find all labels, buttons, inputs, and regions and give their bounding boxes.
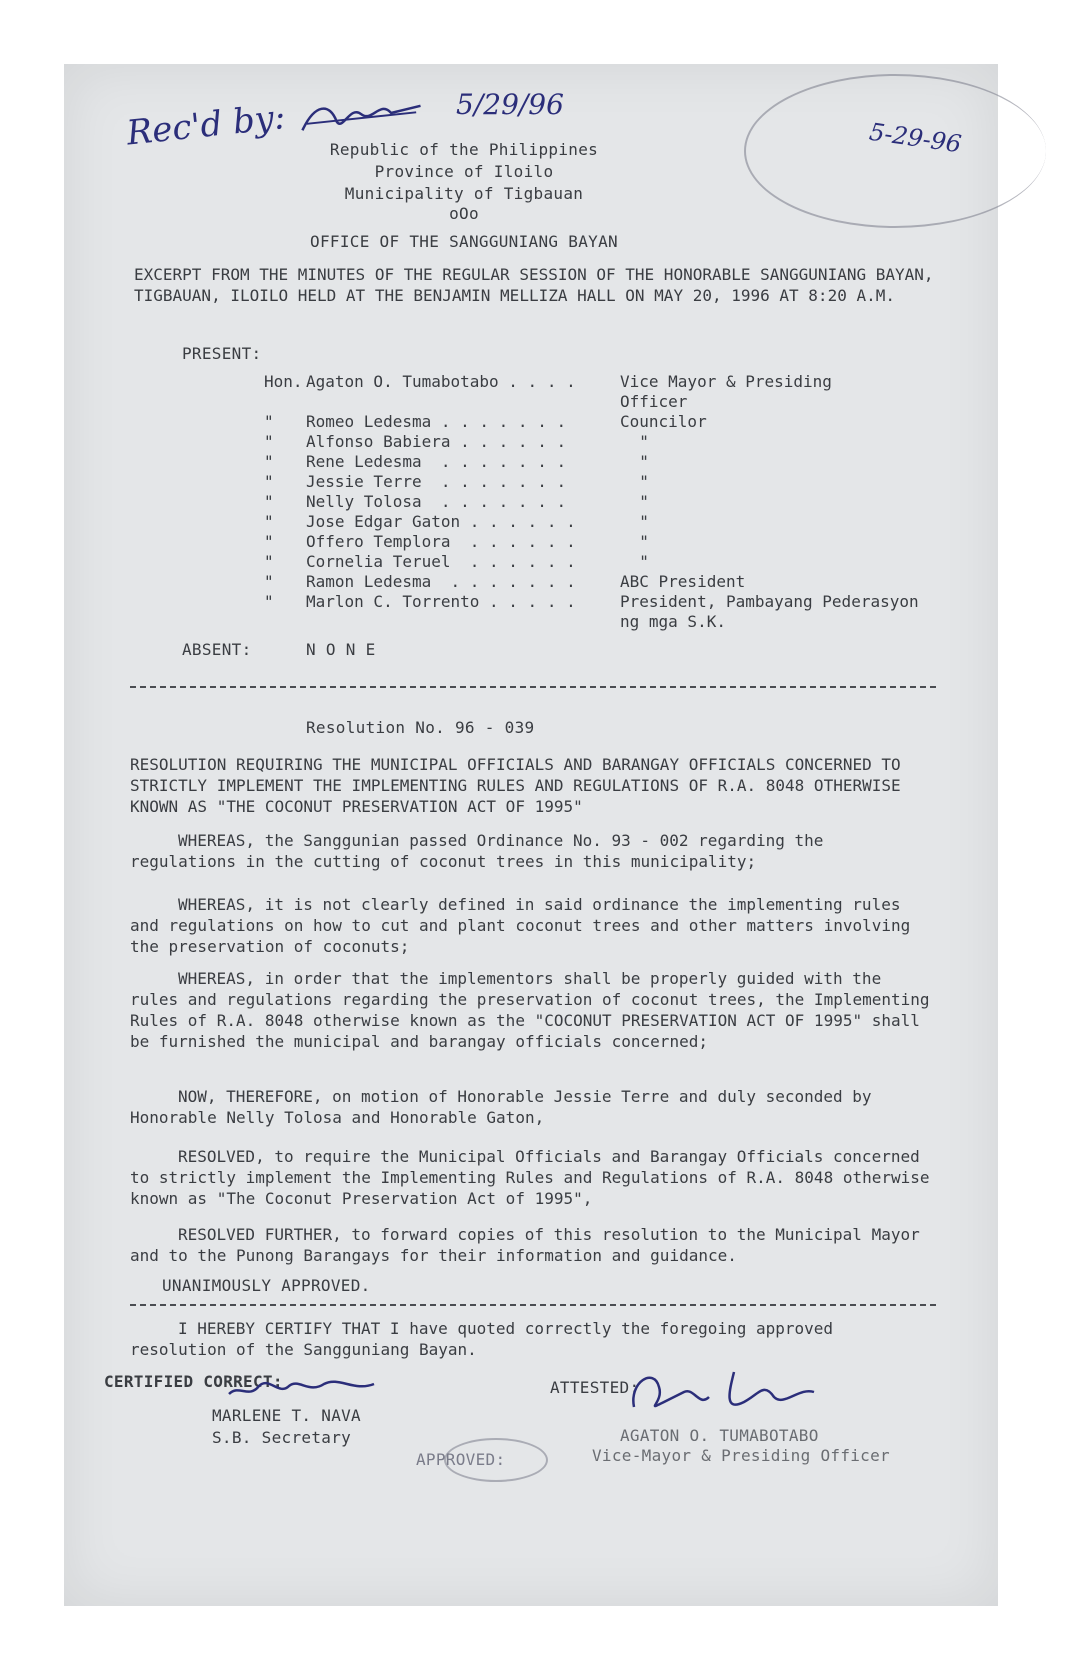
member-prefix: " bbox=[264, 432, 274, 451]
received-date: 5/29/96 bbox=[456, 88, 564, 121]
certification-statement: I HEREBY CERTIFY THAT I have quoted correctly the foregoing approved resolution of the Sangguniang Bayan. bbox=[130, 1319, 834, 1359]
member-row bbox=[64, 512, 998, 533]
certified-label: CERTIFIED CORRECT: bbox=[104, 1372, 283, 1391]
document-page bbox=[64, 64, 998, 1606]
resolution-title: RESOLUTION REQUIRING THE MUNICIPAL OFFICIALS AND BARANGAY OFFICIALS CONCERNED TO STRICTLY IMPLEMENT THE IMPLEMENTING RULES AND REGULATIONS OF R.A. 8048 OTHERWISE KNOWN AS "THE COCONUT PRESERVATION ACT OF 1995" bbox=[130, 755, 901, 816]
member-prefix: " bbox=[264, 452, 274, 471]
member-row bbox=[64, 432, 998, 453]
member-name: Nelly Tolosa . . . . . . . bbox=[306, 492, 567, 511]
member-name: Ramon Ledesma . . . . . . . bbox=[306, 572, 576, 591]
whereas-1: WHEREAS, the Sanggunian passed Ordinance No. 93 - 002 regarding the regulations in the cutting of coconut trees in this municipality; bbox=[130, 831, 824, 871]
present-label: PRESENT: bbox=[182, 344, 262, 363]
certification-divider bbox=[130, 1304, 936, 1306]
resolution-number: Resolution No. 96 - 039 bbox=[306, 718, 535, 737]
whereas-3: WHEREAS, in order that the implementors shall be properly guided with the rules and regulations regarding the preservation of coconut trees, the Implementing Rules of R.A. 8048 otherwise known as the "COCONUT PRESERVATION ACT OF 1995" shall be furnished the municipal and barangay officials concerned; bbox=[130, 969, 930, 1051]
member-name: Jose Edgar Gaton . . . . . . bbox=[306, 512, 576, 531]
presiding-title: Vice-Mayor & Presiding Officer bbox=[592, 1446, 890, 1465]
member-row bbox=[64, 572, 998, 593]
member-prefix: " bbox=[264, 492, 274, 511]
header-republic: Republic of the Philippines bbox=[329, 140, 599, 159]
header-province: Province of Iloilo bbox=[374, 162, 554, 181]
member-title: Councilor bbox=[620, 412, 707, 431]
member-title: " bbox=[620, 452, 649, 471]
received-stamp bbox=[744, 74, 1046, 228]
resolved-further: RESOLVED FURTHER, to forward copies of this resolution to the Municipal Mayor and to the Punong Barangays for their information and guidance. bbox=[130, 1225, 920, 1265]
member-prefix: " bbox=[264, 572, 274, 591]
member-row bbox=[64, 472, 998, 493]
approval-note: UNANIMOUSLY APPROVED. bbox=[162, 1276, 371, 1295]
member-row bbox=[64, 592, 998, 613]
member-name: Marlon C. Torrento . . . . . bbox=[306, 592, 576, 611]
secretary-signature bbox=[224, 1364, 384, 1408]
stamp-date: 5-29-96 bbox=[867, 117, 964, 159]
member-row bbox=[64, 612, 998, 633]
member-name: Cornelia Teruel . . . . . . bbox=[306, 552, 576, 571]
member-prefix: " bbox=[264, 472, 274, 491]
member-title: " bbox=[620, 532, 649, 551]
presiding-signature bbox=[624, 1362, 824, 1426]
member-row bbox=[64, 392, 998, 413]
member-title: " bbox=[620, 552, 649, 571]
member-title: ng mga S.K. bbox=[620, 612, 726, 631]
member-name: Rene Ledesma . . . . . . . bbox=[306, 452, 567, 471]
secretary-name: MARLENE T. NAVA bbox=[212, 1406, 361, 1425]
member-name: Jessie Terre . . . . . . . bbox=[306, 472, 567, 491]
received-signature bbox=[294, 87, 427, 134]
member-title: Officer bbox=[620, 392, 688, 411]
member-title: Vice Mayor & Presiding bbox=[620, 372, 832, 391]
member-row bbox=[64, 372, 998, 393]
member-title: " bbox=[620, 472, 649, 491]
member-title: " bbox=[620, 492, 649, 511]
member-row bbox=[64, 532, 998, 553]
member-row bbox=[64, 452, 998, 473]
absent-value: N O N E bbox=[306, 640, 376, 659]
member-title: ABC President bbox=[620, 572, 746, 591]
member-prefix: " bbox=[264, 532, 274, 551]
member-title: " bbox=[620, 512, 649, 531]
resolved: RESOLVED, to require the Municipal Officials and Barangay Officials concerned to strictly implement the Implementing Rules and Regulations of R.A. 8048 otherwise known as "The Coconut Preservation Act of 1995", bbox=[130, 1147, 930, 1208]
member-prefix: " bbox=[264, 412, 274, 431]
member-name: Agaton O. Tumabotabo . . . . bbox=[306, 372, 576, 391]
member-prefix: " bbox=[264, 592, 274, 611]
header-ornament: oOo bbox=[449, 204, 479, 223]
member-prefix: " bbox=[264, 512, 274, 531]
member-name: Alfonso Babiera . . . . . . bbox=[306, 432, 567, 451]
whereas-2: WHEREAS, it is not clearly defined in said ordinance the implementing rules and regulations on how to cut and plant coconut trees and other matters involving the preservation of coconuts; bbox=[130, 895, 911, 956]
member-title: President, Pambayang Pederasyon bbox=[620, 592, 919, 611]
now-therefore: NOW, THEREFORE, on motion of Honorable Jessie Terre and duly seconded by Honorable Nelly Tolosa and Honorable Gaton, bbox=[130, 1087, 872, 1127]
member-row bbox=[64, 492, 998, 513]
absent-label: ABSENT: bbox=[182, 640, 252, 659]
member-title: " bbox=[620, 432, 649, 451]
office-title: OFFICE OF THE SANGGUNIANG BAYAN bbox=[310, 232, 618, 251]
header-municipality: Municipality of Tigbauan bbox=[344, 184, 584, 203]
member-row bbox=[64, 552, 998, 573]
secretary-title: S.B. Secretary bbox=[212, 1428, 352, 1447]
member-name: Romeo Ledesma . . . . . . . bbox=[306, 412, 567, 431]
member-prefix: Hon. bbox=[264, 372, 303, 391]
section-divider bbox=[130, 686, 936, 688]
presiding-name: AGATON O. TUMABOTABO bbox=[620, 1426, 819, 1445]
approved-stamp-text: APPROVED: bbox=[416, 1450, 506, 1469]
attested-label: ATTESTED: bbox=[550, 1378, 640, 1397]
member-row bbox=[64, 412, 998, 433]
member-name: Offero Templora . . . . . . bbox=[306, 532, 576, 551]
excerpt-paragraph: EXCERPT FROM THE MINUTES OF THE REGULAR SESSION OF THE HONORABLE SANGGUNIANG BAYAN, TIGBAUAN, ILOILO HELD AT THE BENJAMIN MELLIZA HALL ON MAY 20, 1996 AT 8:20 A.M. bbox=[134, 265, 934, 305]
member-prefix: " bbox=[264, 552, 274, 571]
received-note-text: Rec'd by: bbox=[124, 97, 288, 154]
